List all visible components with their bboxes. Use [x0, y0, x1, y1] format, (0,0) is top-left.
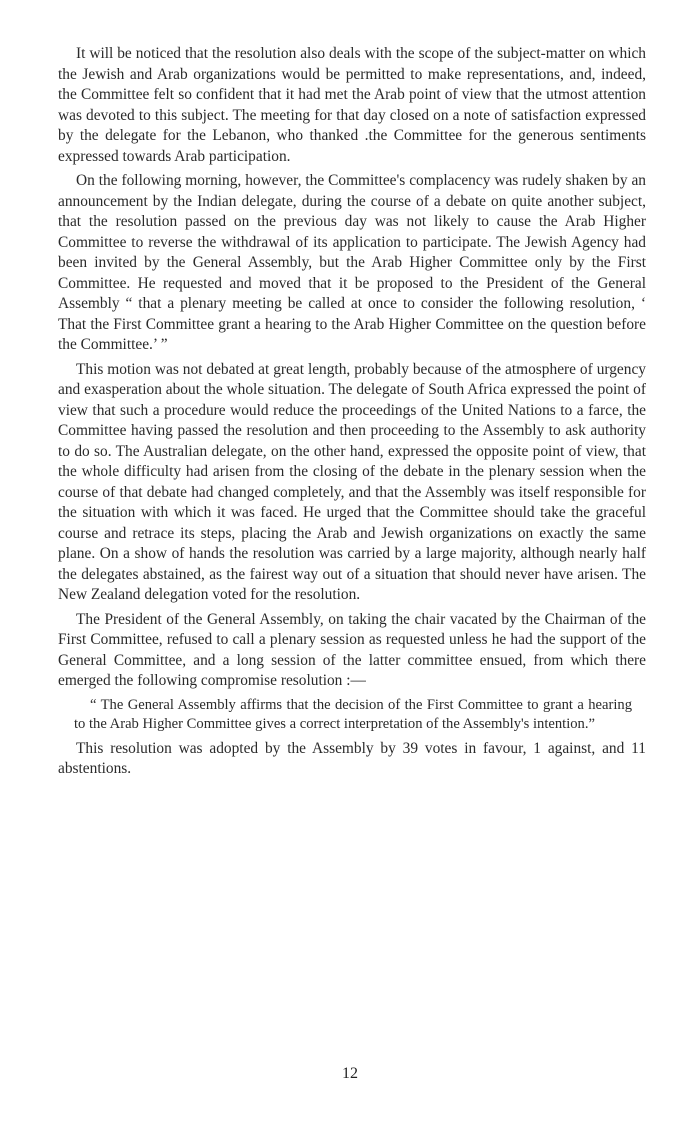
paragraph-resolution-scope: It will be noticed that the resolution also deals with the scope of the subject-matter on which the Jewish and Arab organizations would be permitted to make representations, and, indeed, the Committee felt so confident that it had met the Arab point of view that the utmost attention was devoted to this subject. The meeting for that day closed on a note of satisfaction expressed by the delegate for the Lebanon, who thanked .the Committee for the generous sentiments expressed towards Arab participation. [58, 45, 646, 165]
page-number: 12 [342, 1065, 358, 1082]
paragraph-indian-delegate: On the following morning, however, the Committee's complacency was rudely shaken by an announcement by the Indian delegate, during the course of a debate on quite another subject, that the resolution passed on the previous day was not likely to cause the Arab Higher Committee to reverse the withdrawal of its application to participate. The Jewish Agency had been invited by the General Assembly, but the Arab Higher Committee only by the First Committee. He requested and moved that it be proposed to the President of the General Assembly “ that a plenary meeting be called at once to consider the following resolution, ‘ That the First Committee grant a hearing to the Arab Higher Committee on the question before the Committee.’ ” [58, 172, 646, 353]
paragraph-motion-debate: This motion was not debated at great length, probably because of the atmosphere of urgency and exasperation about the whole situation. The delegate of South Africa expressed the point of view that such a procedure would reduce the proceedings of the United Nations to a farce, the Committee having passed the resolution and then proceeding to the Assembly to ask authority to do so. The Australian delegate, on the other hand, expressed the opposite point of view, that the whole difficulty had arisen from the closing of the debate in the plenary session when the course of that debate had changed completely, and that the Assembly was itself responsible for the situation with which it was faced. He urged that the Committee should take the graceful course and retrace its steps, placing the Arab and Jewish organizations on exactly the same plane. On a show of hands the resolution was carried by a large majority, although nearly half the delegates abstained, as the fairest way out of a situation that should never have arisen. The New Zealand delegation voted for the resolution. [58, 360, 646, 603]
paragraph-vote-result: This resolution was adopted by the Assembly by 39 votes in favour, 1 against, and 11 abstentions. [58, 739, 646, 777]
compromise-resolution-quote: “ The General Assembly affirms that the decision of the First Committee to grant a hearing to the Arab Higher Committee gives a correct interpretation of the Assembly's intention.” [74, 696, 632, 732]
paragraph-president: The President of the General Assembly, on taking the chair vacated by the Chairman of the First Committee, refused to call a plenary session as requested unless he had the support of the General Committee, and a long session of the latter committee ensued, from which there emerged the following compromise resolution :— [58, 610, 646, 689]
